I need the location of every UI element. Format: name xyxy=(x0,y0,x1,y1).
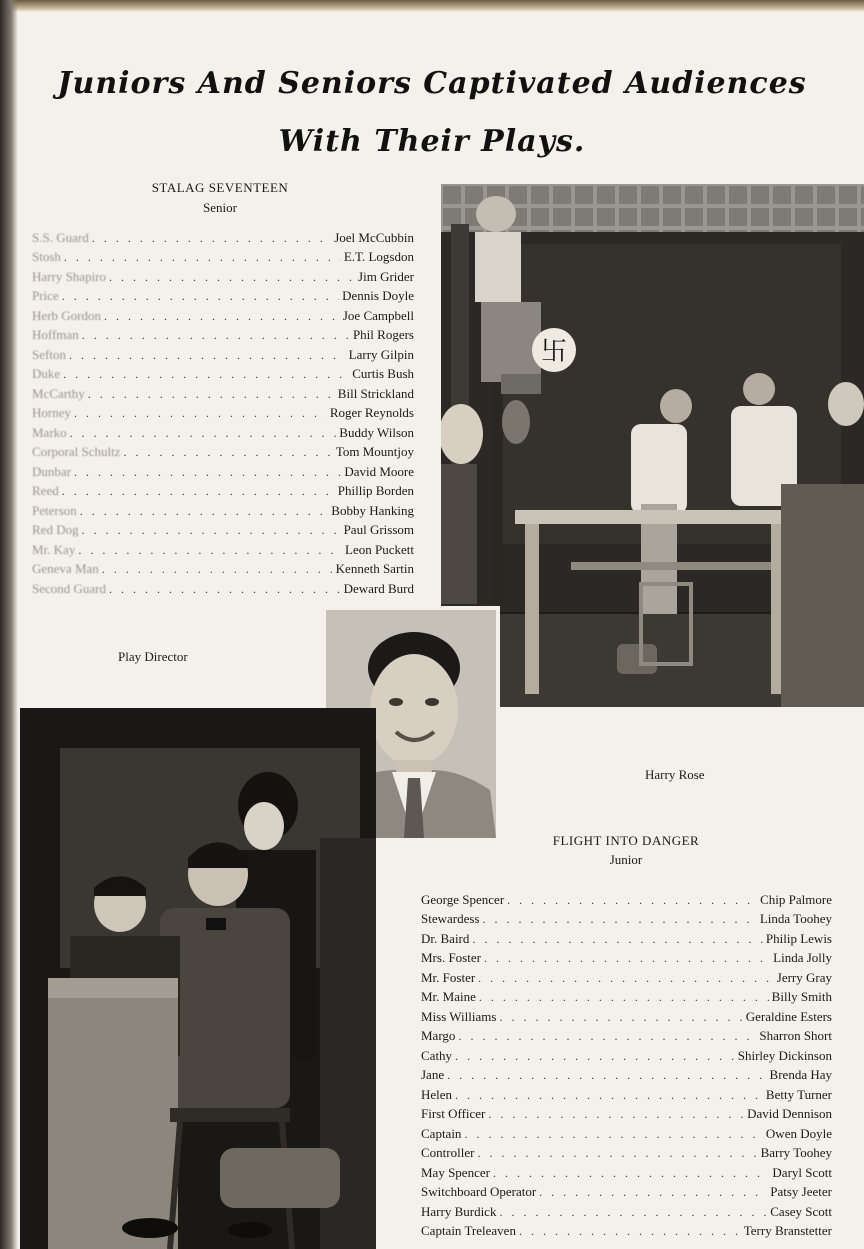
dot-leader xyxy=(477,1146,757,1161)
cast-actor: Jim Grider xyxy=(358,268,414,284)
cast-row xyxy=(421,927,832,947)
cast-actor: Deward Burd xyxy=(343,580,414,596)
cast-actor: Sharron Short xyxy=(759,1028,832,1043)
cast-actor: Jerry Gray xyxy=(776,969,832,985)
cast-actor: Tom Mountjoy xyxy=(335,444,414,459)
dot-leader xyxy=(123,445,332,460)
dot-leader xyxy=(102,562,333,577)
cast-row xyxy=(32,226,414,246)
cast-role: McCarthy xyxy=(32,385,85,401)
cast-actor: David Moore xyxy=(344,463,414,479)
cast-role: Mr. Kay xyxy=(32,541,76,557)
cast-actor: Linda Jolly xyxy=(773,950,832,965)
cast-row xyxy=(421,1044,832,1064)
cast-actor: Daryl Scott xyxy=(772,1164,832,1180)
cast-actor: Owen Doyle xyxy=(765,1125,832,1141)
cast-row xyxy=(32,304,414,324)
cast-role: Mrs. Foster xyxy=(421,950,481,965)
cast-row xyxy=(421,947,832,967)
cast-row xyxy=(32,519,414,539)
dot-leader xyxy=(80,504,329,519)
cast-row xyxy=(32,538,414,558)
cast-actor: Philip Lewis xyxy=(765,930,832,946)
flight-title: FLIGHT INTO DANGER xyxy=(552,833,700,848)
cast-row xyxy=(421,1181,832,1201)
cast-actor: Larry Gilpin xyxy=(348,346,414,362)
cast-row xyxy=(32,480,414,500)
cast-role: Controller xyxy=(421,1145,475,1160)
cast-row xyxy=(421,908,832,928)
dot-leader xyxy=(455,1088,763,1103)
cast-actor: Chip Palmore xyxy=(760,891,832,907)
cast-role: Geneva Man xyxy=(32,561,99,576)
dot-leader xyxy=(70,426,337,441)
cast-actor: E.T. Logsdon xyxy=(343,249,414,264)
dot-leader xyxy=(484,951,770,966)
cast-actor: Casey Scott xyxy=(770,1203,832,1219)
dot-leader xyxy=(472,932,763,947)
cast-actor: Linda Toohey xyxy=(759,911,832,926)
dot-leader xyxy=(458,1029,756,1044)
cast-actor: Phillip Borden xyxy=(337,483,414,498)
cast-actor: Joel McCubbin xyxy=(334,229,414,245)
dot-leader xyxy=(493,1166,769,1181)
cast-role: Marko xyxy=(32,424,67,440)
cast-role: Red Dog xyxy=(32,522,79,537)
cast-role: Margo xyxy=(421,1028,456,1043)
dot-leader xyxy=(63,367,349,382)
cast-role: Hoffman xyxy=(32,327,79,342)
stalag-class: Senior xyxy=(203,200,237,215)
cast-actor: Barry Toohey xyxy=(760,1145,832,1160)
dot-leader xyxy=(464,1127,762,1142)
dot-leader xyxy=(74,406,327,421)
dot-leader xyxy=(507,893,757,908)
page-edge xyxy=(0,0,864,12)
cast-actor: Curtis Bush xyxy=(352,366,414,381)
cast-row xyxy=(421,1005,832,1025)
dot-leader xyxy=(455,1049,735,1064)
cast-role: Mr. Foster xyxy=(421,969,476,985)
dot-leader xyxy=(88,387,335,402)
cast-actor: Betty Turner xyxy=(765,1086,832,1102)
flight-cast-list xyxy=(421,888,832,1239)
cast-role: Stewardess xyxy=(421,911,480,926)
cast-actor: Joe Campbell xyxy=(342,307,414,323)
cast-actor: Terry Branstetter xyxy=(743,1223,832,1238)
cast-row xyxy=(32,460,414,480)
dot-leader xyxy=(62,289,339,304)
cast-row xyxy=(421,986,832,1006)
cast-row xyxy=(32,577,414,597)
cast-role: Switchboard Operator xyxy=(421,1184,537,1199)
cast-role: Cathy xyxy=(421,1047,453,1063)
dot-leader xyxy=(499,1010,742,1025)
dot-leader xyxy=(447,1068,766,1083)
dot-leader xyxy=(62,484,335,499)
cast-actor: Phil Rogers xyxy=(352,327,414,342)
cast-row xyxy=(32,363,414,383)
director-name: Harry Rose xyxy=(645,767,705,782)
cast-row xyxy=(421,1083,832,1103)
dot-leader xyxy=(104,309,340,324)
cast-role: Dr. Baird xyxy=(421,930,470,946)
cast-row xyxy=(32,558,414,578)
cast-actor: Billy Smith xyxy=(771,989,832,1004)
cast-row xyxy=(32,324,414,344)
flight-class: Junior xyxy=(609,852,643,867)
cast-role: Stosh xyxy=(32,249,61,264)
flight-stage-photo xyxy=(20,708,376,1249)
cast-role: Miss Williams xyxy=(421,1008,497,1024)
cast-role: Sefton xyxy=(32,346,66,362)
cast-row xyxy=(421,1103,832,1123)
dot-leader xyxy=(74,465,341,480)
cast-row xyxy=(32,285,414,305)
page-heading-line-2: With Their Plays. xyxy=(278,124,586,159)
dot-leader xyxy=(479,990,769,1005)
cast-row xyxy=(421,1122,832,1142)
cast-actor: Dennis Doyle xyxy=(342,288,414,303)
dot-leader xyxy=(82,523,341,538)
cast-row xyxy=(32,265,414,285)
stalag-title: STALAG SEVENTEEN xyxy=(151,180,289,195)
cast-row xyxy=(32,246,414,266)
cast-role: Reed xyxy=(32,483,59,498)
cast-role: First Officer xyxy=(421,1106,486,1121)
cast-role: George Spencer xyxy=(421,891,505,907)
dot-leader xyxy=(499,1205,767,1220)
cast-actor: Leon Puckett xyxy=(345,541,414,557)
cast-role: Dunbar xyxy=(32,463,71,479)
cast-row xyxy=(32,402,414,422)
svg-text:卐: 卐 xyxy=(540,337,568,367)
stalag-cast-list xyxy=(32,226,414,597)
cast-role: Helen xyxy=(421,1086,453,1102)
cast-role: Jane xyxy=(421,1067,445,1082)
cast-role: Mr. Maine xyxy=(421,989,476,1004)
dot-leader xyxy=(109,582,341,597)
cast-row xyxy=(421,966,832,986)
cast-row xyxy=(421,1025,832,1045)
cast-actor: Bobby Hanking xyxy=(331,502,414,518)
cast-role: May Spencer xyxy=(421,1164,490,1180)
cast-role: Horney xyxy=(32,405,71,420)
dot-leader xyxy=(78,543,342,558)
dot-leader xyxy=(478,971,774,986)
cast-row xyxy=(32,441,414,461)
cast-row xyxy=(421,888,832,908)
director-label: Play Director xyxy=(118,649,188,664)
cast-row xyxy=(32,499,414,519)
cast-actor: Shirley Dickinson xyxy=(737,1047,832,1063)
cast-row xyxy=(32,382,414,402)
cast-role: S.S. Guard xyxy=(32,229,89,245)
cast-actor: David Dennison xyxy=(747,1106,832,1121)
cast-actor: Buddy Wilson xyxy=(339,424,414,440)
cast-row xyxy=(32,343,414,363)
cast-role: Corporal Schultz xyxy=(32,444,121,459)
cast-row xyxy=(421,1220,832,1240)
cast-actor: Roger Reynolds xyxy=(329,405,414,420)
cast-role: Duke xyxy=(32,366,61,381)
cast-actor: Bill Strickland xyxy=(337,385,414,401)
dot-leader xyxy=(539,1185,767,1200)
dot-leader xyxy=(64,250,341,265)
cast-role: Price xyxy=(32,288,59,303)
cast-actor: Geraldine Esters xyxy=(745,1008,832,1024)
cast-actor: Brenda Hay xyxy=(769,1067,832,1082)
cast-row xyxy=(421,1064,832,1084)
dot-leader xyxy=(69,348,346,363)
cast-role: Harry Shapiro xyxy=(32,268,107,284)
cast-row xyxy=(32,421,414,441)
cast-actor: Patsy Jeeter xyxy=(770,1184,832,1199)
dot-leader xyxy=(483,912,757,927)
dot-leader xyxy=(488,1107,744,1122)
cast-actor: Kenneth Sartin xyxy=(335,561,414,576)
cast-role: Captain xyxy=(421,1125,462,1141)
stalag-stage-photo xyxy=(441,184,864,707)
cast-actor: Paul Grissom xyxy=(343,522,414,537)
dot-leader xyxy=(82,328,350,343)
dot-leader xyxy=(109,270,355,285)
dot-leader xyxy=(92,231,331,246)
cast-role: Second Guard xyxy=(32,580,107,596)
cast-role: Peterson xyxy=(32,502,77,518)
page-heading-line-1: Juniors And Seniors Captivated Audiences xyxy=(57,66,807,101)
cast-role: Captain Treleaven xyxy=(421,1223,516,1238)
cast-row xyxy=(421,1200,832,1220)
cast-row xyxy=(421,1142,832,1162)
binding-shadow xyxy=(0,0,18,1249)
cast-role: Herb Gordon xyxy=(32,307,101,323)
cast-role: Harry Burdick xyxy=(421,1203,497,1219)
cast-row xyxy=(421,1161,832,1181)
dot-leader xyxy=(519,1224,741,1239)
